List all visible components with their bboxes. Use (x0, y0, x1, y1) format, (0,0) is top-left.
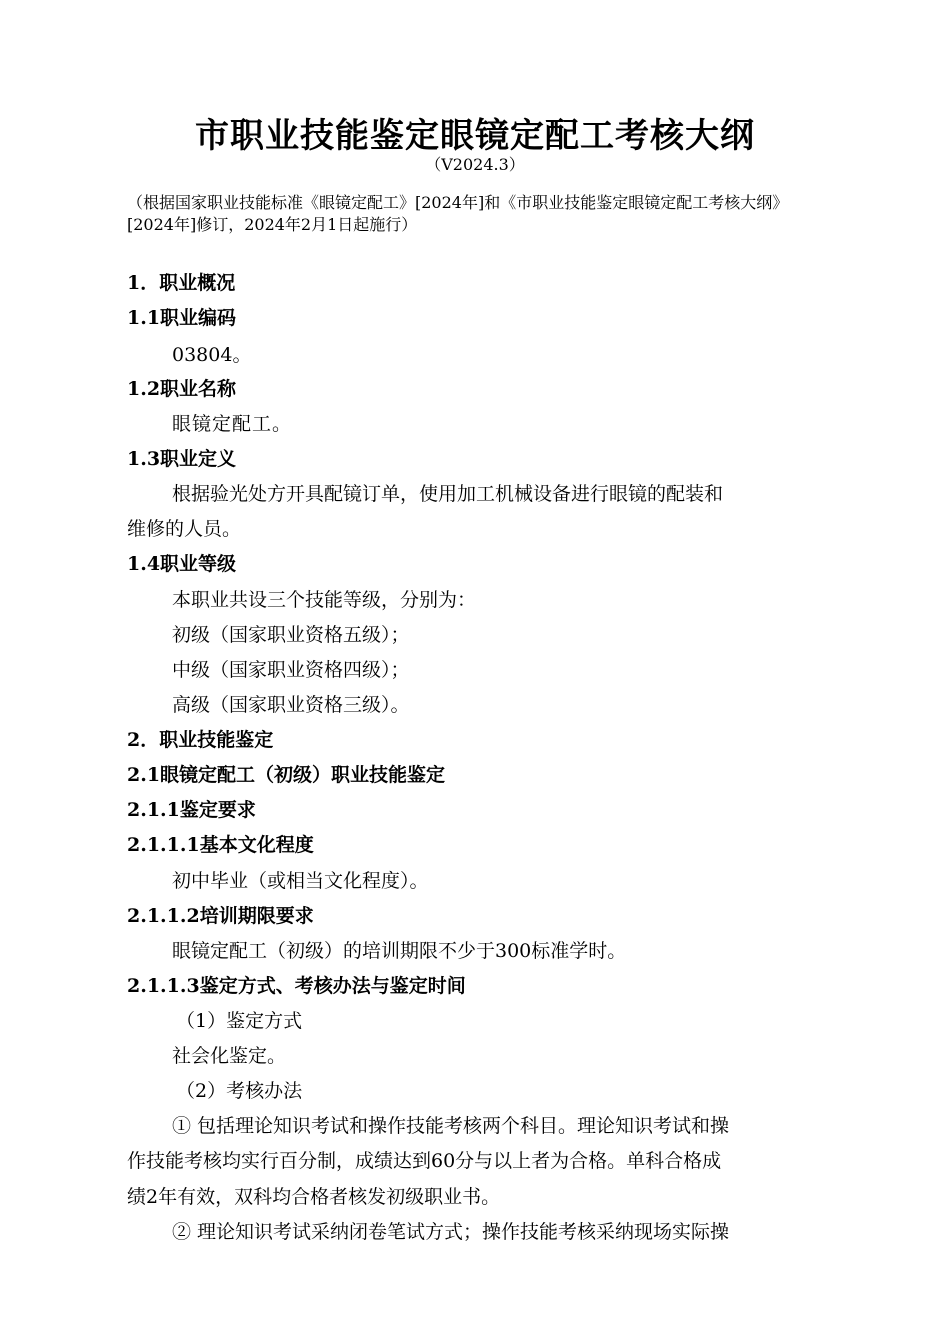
body-text: 眼镜定配工。 (172, 413, 293, 435)
body-text: 维修的人员。 (127, 518, 242, 540)
list-item: 高级（国家职业资格三级）。 (172, 694, 410, 716)
body-text: 绩2年有效，双科均合格者核发初级职业书。 (127, 1186, 501, 1208)
subsection-heading: 1.4职业等级 (127, 553, 237, 575)
body-text: ① 包括理论知识考试和操作技能考核两个科目。理论知识考试和操 (172, 1115, 730, 1137)
subsection-heading: 2.1.1.2培训期限要求 (127, 905, 314, 927)
subsection-heading: 2.1.1鉴定要求 (127, 799, 256, 821)
list-label: （1）鉴定方式 (176, 1010, 303, 1032)
body-text: 眼镜定配工（初级）的培训期限不少于300标准学时。 (172, 940, 627, 962)
version-label: （V2024.3） (425, 155, 525, 174)
list-label: （2）考核办法 (176, 1080, 303, 1102)
subsection-heading: 2.1眼镜定配工（初级）职业技能鉴定 (127, 764, 446, 786)
revision-note: （根据国家职业技能标准《眼镜定配工》[2024年]和《市职业技能鉴定眼镜定配工考核大纲》[2024年]修订，2024年2月1日起施行） (127, 193, 789, 234)
subsection-heading: 1.2职业名称 (127, 378, 237, 400)
body-text: ② 理论知识考试采纳闭卷笔试方式；操作技能考核采纳现场实际操 (172, 1221, 730, 1243)
list-item: 中级（国家职业资格四级）； (172, 659, 410, 681)
section-heading: 2．职业技能鉴定 (127, 729, 274, 751)
subsection-heading: 1.1职业编码 (127, 307, 237, 329)
section-heading: 1．职业概况 (127, 272, 236, 294)
body-text: 本职业共设三个技能等级，分别为： (172, 589, 477, 611)
subsection-heading: 1.3职业定义 (127, 448, 237, 470)
body-text: 社会化鉴定。 (172, 1045, 287, 1067)
body-text: 根据验光处方开具配镜订单，使用加工机械设备进行眼镜的配装和 (172, 483, 724, 505)
body-text: 03804。 (172, 344, 252, 366)
subsection-heading: 2.1.1.1基本文化程度 (127, 834, 314, 856)
body-text: 初中毕业（或相当文化程度）。 (172, 870, 429, 892)
body-text: 作技能考核均实行百分制，成绩达到60分与以上者为合格。单科合格成 (127, 1150, 722, 1172)
document-title: 市职业技能鉴定眼镜定配工考核大纲 (195, 116, 755, 156)
subsection-heading: 2.1.1.3鉴定方式、考核办法与鉴定时间 (127, 975, 466, 997)
list-item: 初级（国家职业资格五级）； (172, 624, 410, 646)
